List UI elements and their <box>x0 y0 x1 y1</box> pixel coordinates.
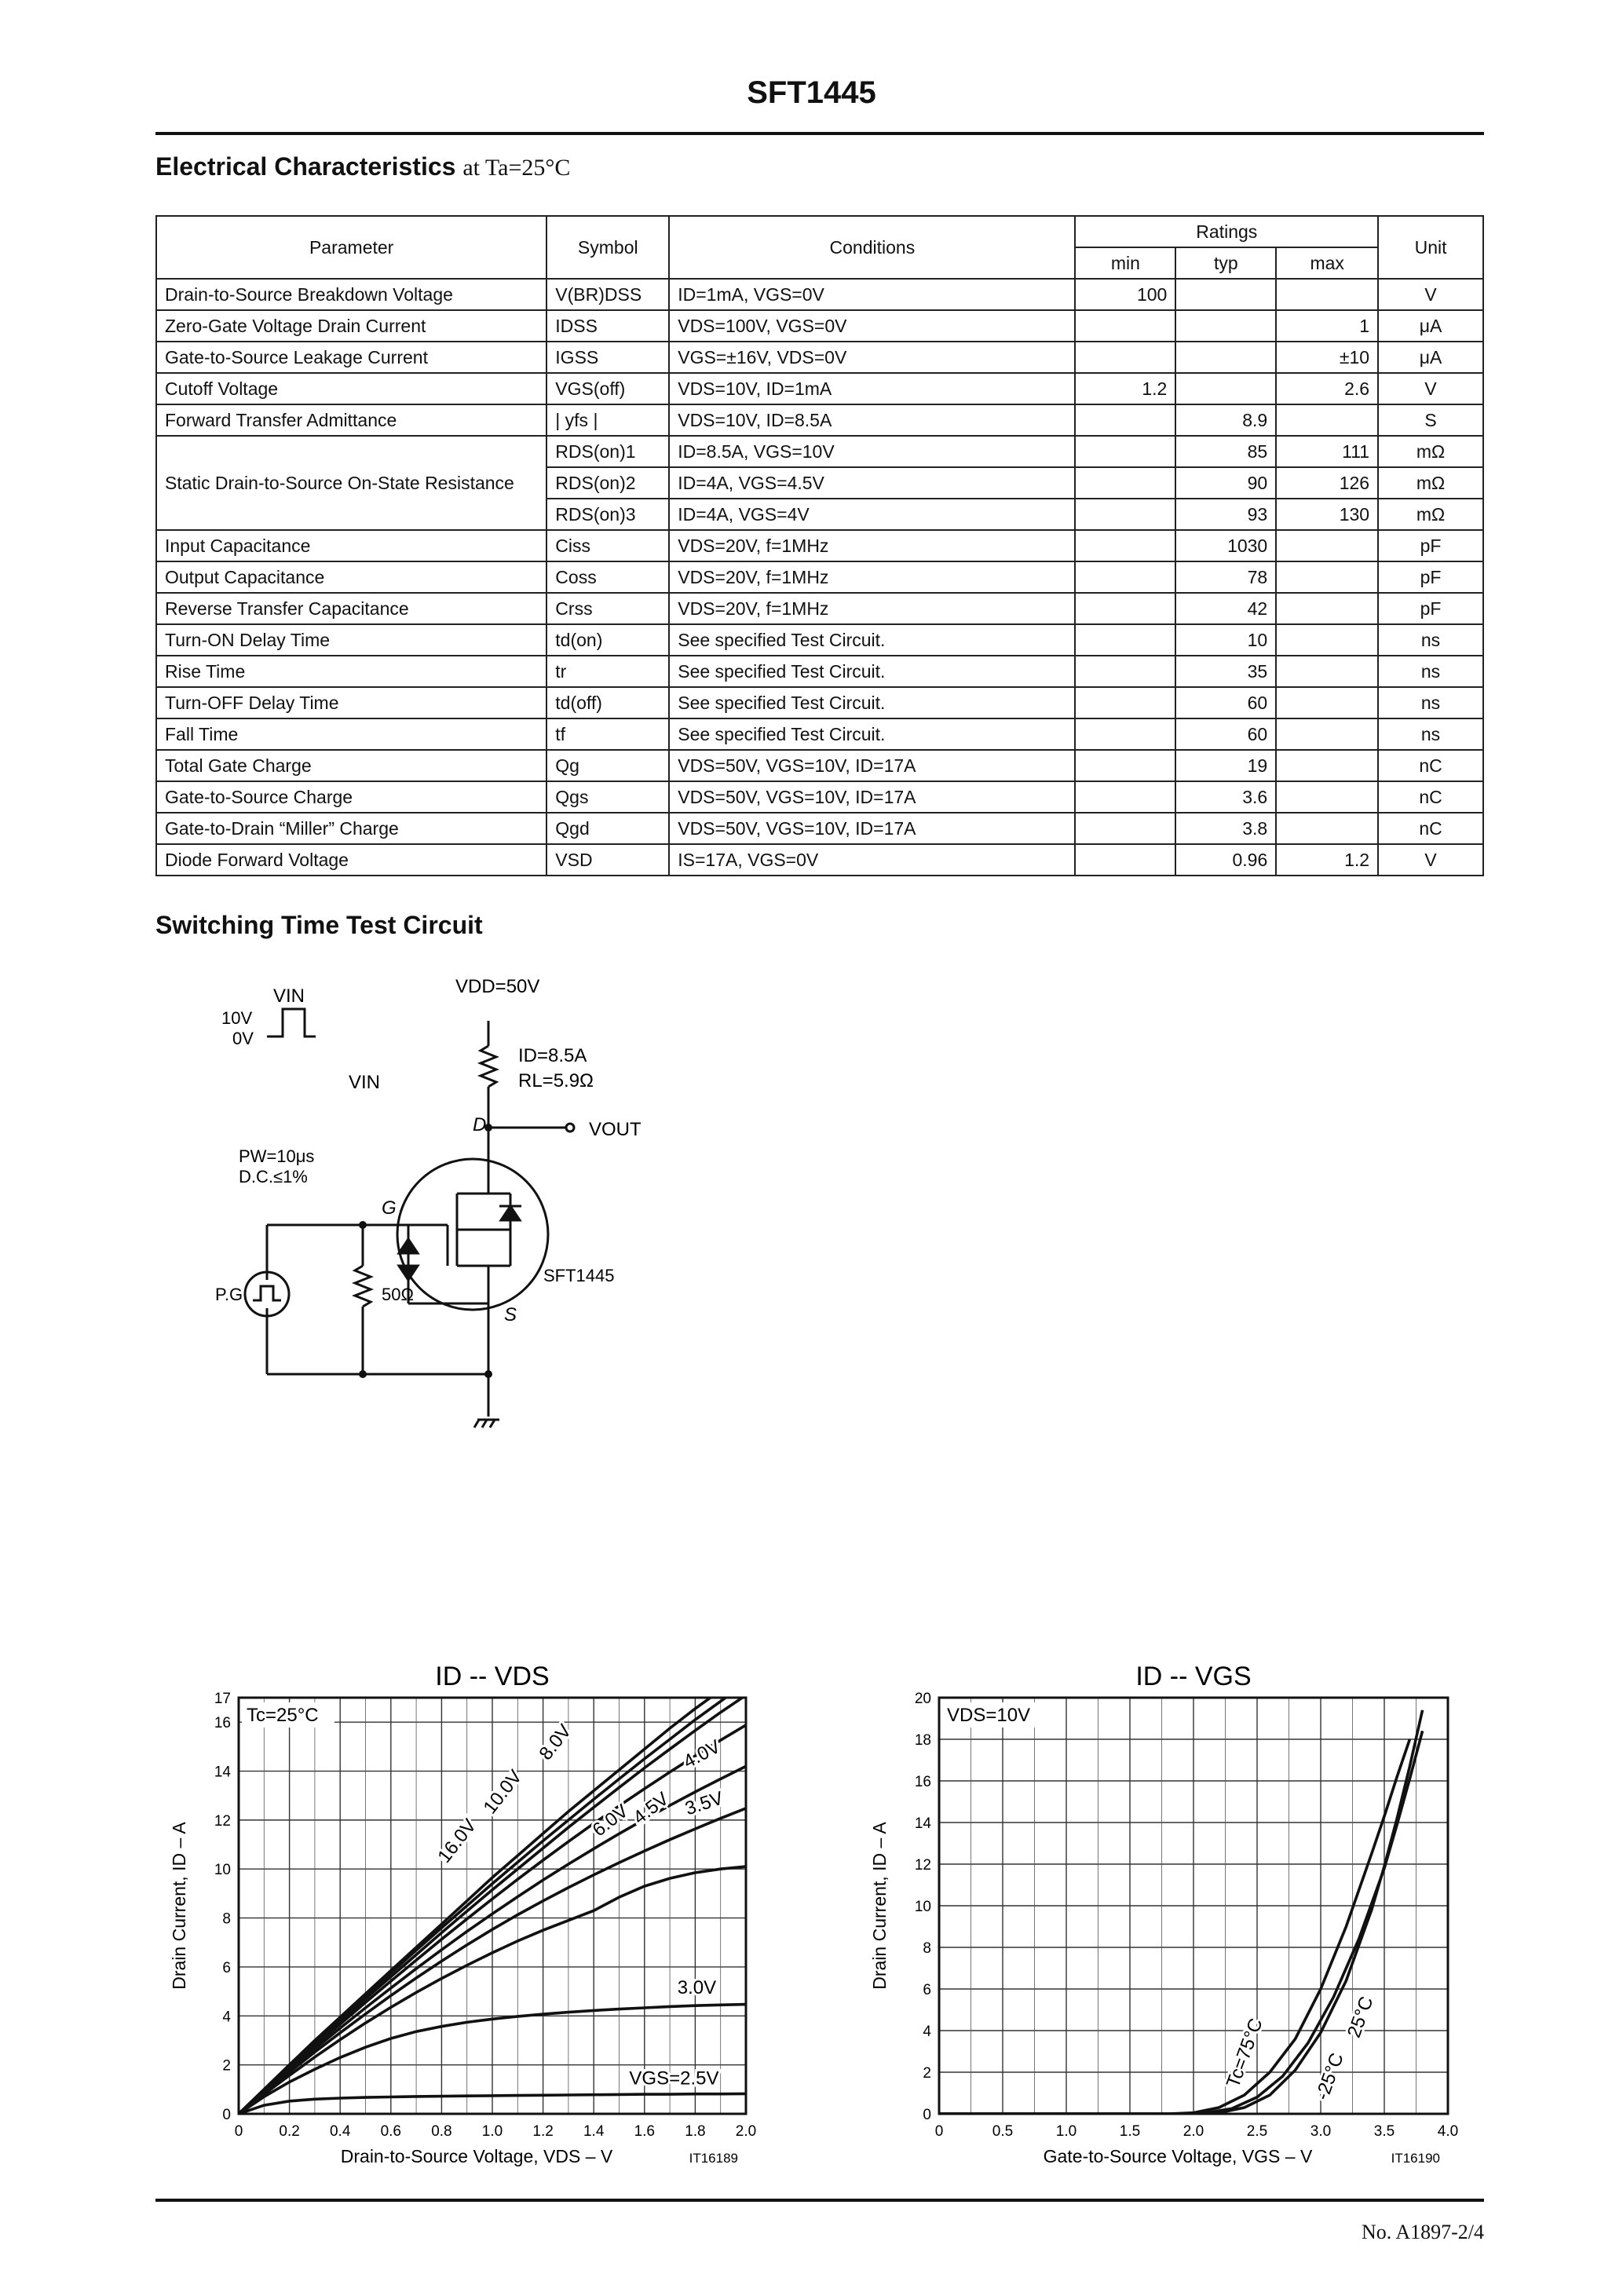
cell-parameter: Gate-to-Drain “Miller” Charge <box>156 813 546 844</box>
y-tick-label: 6 <box>923 1982 931 1998</box>
y-tick-label: 12 <box>914 1857 931 1874</box>
cell-typ: 60 <box>1175 718 1276 750</box>
table-row <box>156 279 1483 310</box>
cell-typ: 0.96 <box>1175 844 1276 876</box>
table-row <box>156 342 1483 373</box>
cell-parameter: Gate-to-Source Leakage Current <box>156 342 546 373</box>
cell-max <box>1276 656 1378 687</box>
cell-parameter: Gate-to-Source Charge <box>156 781 546 813</box>
cell-symbol: td(off) <box>546 687 669 718</box>
footer-rule <box>155 2199 1484 2202</box>
cell-max <box>1276 750 1378 781</box>
cell-unit: mΩ <box>1378 499 1483 530</box>
cell-min <box>1075 467 1175 499</box>
col-conditions: Conditions <box>669 216 1075 279</box>
cell-min <box>1075 530 1175 561</box>
cell-min <box>1075 624 1175 656</box>
id-vgs-chart <box>856 1657 1484 2175</box>
cell-symbol: Qgs <box>546 781 669 813</box>
cell-parameter: Forward Transfer Admittance <box>156 404 546 436</box>
table-row <box>156 813 1483 844</box>
table-row <box>156 750 1483 781</box>
cell-unit: V <box>1378 373 1483 404</box>
x-tick-label: 1.8 <box>685 2123 706 2140</box>
cell-unit: nC <box>1378 781 1483 813</box>
cell-symbol: Coss <box>546 561 669 593</box>
cell-unit: pF <box>1378 593 1483 624</box>
x-tick-label: 0.4 <box>329 2123 351 2140</box>
cell-conditions: See specified Test Circuit. <box>669 687 1075 718</box>
cell-typ: 85 <box>1175 436 1276 467</box>
cell-max: 2.6 <box>1276 373 1378 404</box>
cell-max <box>1276 781 1378 813</box>
id-label: ID=8.5A <box>518 1045 587 1066</box>
cell-symbol: Crss <box>546 593 669 624</box>
cell-min <box>1075 310 1175 342</box>
table-row <box>156 718 1483 750</box>
cell-conditions: ID=4A, VGS=4V <box>669 499 1075 530</box>
cell-symbol: IGSS <box>546 342 669 373</box>
cell-conditions: See specified Test Circuit. <box>669 718 1075 750</box>
cell-parameter: Output Capacitance <box>156 561 546 593</box>
cell-typ: 35 <box>1175 656 1276 687</box>
x-tick-label: 0 <box>234 2123 243 2140</box>
cell-conditions: IS=17A, VGS=0V <box>669 844 1075 876</box>
x-tick-label: 0.8 <box>431 2123 452 2140</box>
vdd-label: VDD=50V <box>455 976 540 997</box>
r50-resistor <box>355 1266 371 1307</box>
cell-min <box>1075 404 1175 436</box>
series-label-1: 25°C <box>1343 1994 1378 2041</box>
cell-symbol: Qgd <box>546 813 669 844</box>
rail-node <box>359 1370 367 1378</box>
chart-title: ID -- VDS <box>435 1662 550 1691</box>
cell-unit: nC <box>1378 813 1483 844</box>
cell-parameter: Rise Time <box>156 656 546 687</box>
y-tick-label: 2 <box>923 2065 931 2082</box>
cell-typ <box>1175 342 1276 373</box>
cell-conditions: See specified Test Circuit. <box>669 656 1075 687</box>
x-tick-label: 1.0 <box>1055 2123 1077 2140</box>
cell-conditions: VDS=50V, VGS=10V, ID=17A <box>669 813 1075 844</box>
electrical-characteristics-table <box>155 215 1484 876</box>
figure-code: IT16190 <box>1391 2151 1440 2166</box>
cell-unit: S <box>1378 404 1483 436</box>
y-tick-label: 14 <box>214 1764 231 1781</box>
y-axis-label: Drain Current, ID – A <box>169 1822 189 1990</box>
cell-unit: nC <box>1378 750 1483 781</box>
x-tick-label: 0 <box>934 2123 944 2140</box>
cell-max <box>1276 530 1378 561</box>
cell-max: ±10 <box>1276 342 1378 373</box>
input-pulse-icon <box>267 1009 316 1036</box>
gate-node <box>359 1221 367 1229</box>
cell-min: 1.2 <box>1075 373 1175 404</box>
cell-min <box>1075 844 1175 876</box>
document-number: No. A1897-2/4 <box>1362 2221 1484 2243</box>
y-tick-label: 0 <box>923 2107 931 2123</box>
x-tick-label: 1.0 <box>481 2123 503 2140</box>
table-row <box>156 310 1483 342</box>
cell-symbol: VGS(off) <box>546 373 669 404</box>
y-tick-label: 16 <box>214 1715 231 1732</box>
x-tick-label: 1.5 <box>1119 2123 1141 2140</box>
cell-typ: 10 <box>1175 624 1276 656</box>
cell-unit: ns <box>1378 656 1483 687</box>
col-parameter: Parameter <box>156 216 546 279</box>
load-resistor <box>481 1046 496 1087</box>
cell-parameter: Turn-ON Delay Time <box>156 624 546 656</box>
cell-min <box>1075 781 1175 813</box>
cell-typ: 3.8 <box>1175 813 1276 844</box>
cell-typ: 3.6 <box>1175 781 1276 813</box>
series-label-5: 4.0V <box>679 1735 725 1773</box>
source-node <box>484 1370 492 1378</box>
cell-parameter: Static Drain-to-Source On-State Resistance <box>156 436 546 530</box>
cell-symbol: RDS(on)2 <box>546 467 669 499</box>
y-tick-label: 4 <box>222 2009 231 2026</box>
cell-parameter: Fall Time <box>156 718 546 750</box>
cell-symbol: tf <box>546 718 669 750</box>
cell-max: 1 <box>1276 310 1378 342</box>
figure-code: IT16189 <box>689 2151 738 2166</box>
table-row <box>156 593 1483 624</box>
y-tick-label: 20 <box>914 1691 931 1707</box>
cell-max <box>1276 687 1378 718</box>
cell-symbol: | yfs | <box>546 404 669 436</box>
cell-min <box>1075 718 1175 750</box>
switching-test-circuit <box>181 958 652 1461</box>
cell-max: 126 <box>1276 467 1378 499</box>
gate-label: G <box>382 1197 397 1219</box>
table-row <box>156 844 1483 876</box>
cell-min <box>1075 750 1175 781</box>
y-tick-label: 8 <box>923 1940 931 1957</box>
y-tick-label: 6 <box>222 1959 231 1976</box>
col-unit: Unit <box>1378 216 1483 279</box>
x-tick-label: 3.0 <box>1310 2123 1332 2140</box>
chart-title: ID -- VGS <box>1135 1662 1252 1691</box>
cell-unit: V <box>1378 279 1483 310</box>
series-label-8: VGS=2.5V <box>629 2067 719 2089</box>
cell-typ <box>1175 279 1276 310</box>
cell-conditions: VDS=20V, f=1MHz <box>669 561 1075 593</box>
cell-unit: μA <box>1378 342 1483 373</box>
cell-typ: 19 <box>1175 750 1276 781</box>
cell-conditions: VGS=±16V, VDS=0V <box>669 342 1075 373</box>
table-row <box>156 781 1483 813</box>
series-label-3: 6.0V <box>588 1800 633 1841</box>
table-row <box>156 373 1483 404</box>
cell-symbol: Ciss <box>546 530 669 561</box>
y-tick-label: 16 <box>914 1774 931 1790</box>
cell-symbol: IDSS <box>546 310 669 342</box>
table-row <box>156 404 1483 436</box>
table-row <box>156 436 1483 467</box>
cell-parameter: Drain-to-Source Breakdown Voltage <box>156 279 546 310</box>
cell-conditions: VDS=20V, f=1MHz <box>669 530 1075 561</box>
cell-parameter: Cutoff Voltage <box>156 373 546 404</box>
cell-symbol: VSD <box>546 844 669 876</box>
vin-gate-label: VIN <box>349 1072 381 1093</box>
series-label-2: -25°C <box>1311 2050 1348 2104</box>
cell-unit: ns <box>1378 687 1483 718</box>
cell-unit: pF <box>1378 561 1483 593</box>
cell-min <box>1075 342 1175 373</box>
cell-max <box>1276 624 1378 656</box>
cell-symbol: td(on) <box>546 624 669 656</box>
series-label-7: 3.0V <box>677 1977 717 1999</box>
series-label-2: 8.0V <box>535 1720 576 1764</box>
y-tick-label: 0 <box>222 2107 231 2123</box>
cell-conditions: VDS=50V, VGS=10V, ID=17A <box>669 750 1075 781</box>
x-tick-label: 0.5 <box>992 2123 1014 2140</box>
cell-max <box>1276 561 1378 593</box>
cell-conditions: VDS=10V, ID=1mA <box>669 373 1075 404</box>
cell-max <box>1276 404 1378 436</box>
x-axis-label: Drain-to-Source Voltage, VDS – V <box>340 2146 613 2166</box>
series-label-6: 3.5V <box>682 1787 726 1820</box>
series-label-0: 16.0V <box>433 1815 481 1867</box>
cell-typ <box>1175 373 1276 404</box>
cell-typ: 8.9 <box>1175 404 1276 436</box>
cell-conditions: VDS=20V, f=1MHz <box>669 593 1075 624</box>
level-high-label: 10V <box>221 1008 253 1028</box>
cell-max <box>1276 279 1378 310</box>
cell-parameter: Reverse Transfer Capacitance <box>156 593 546 624</box>
x-tick-label: 2.0 <box>735 2123 757 2140</box>
series-label-4: 4.5V <box>629 1788 673 1829</box>
level-low-label: 0V <box>232 1029 254 1048</box>
y-tick-label: 4 <box>923 2024 931 2040</box>
cell-typ: 42 <box>1175 593 1276 624</box>
x-tick-label: 1.4 <box>583 2123 605 2140</box>
dc-label: D.C.≤1% <box>239 1167 308 1186</box>
table-row <box>156 687 1483 718</box>
col-min: min <box>1075 247 1175 279</box>
col-ratings: Ratings <box>1075 216 1378 247</box>
part-number: SFT1445 <box>747 75 876 110</box>
cell-unit: ns <box>1378 718 1483 750</box>
cell-parameter: Zero-Gate Voltage Drain Current <box>156 310 546 342</box>
cell-min <box>1075 436 1175 467</box>
cell-unit: mΩ <box>1378 436 1483 467</box>
table-row <box>156 624 1483 656</box>
y-tick-label: 8 <box>222 1910 231 1928</box>
cell-conditions: ID=8.5A, VGS=10V <box>669 436 1075 467</box>
cell-min <box>1075 656 1175 687</box>
cell-typ: 90 <box>1175 467 1276 499</box>
cell-min: 100 <box>1075 279 1175 310</box>
cell-typ <box>1175 310 1276 342</box>
col-symbol: Symbol <box>546 216 669 279</box>
header-rule <box>155 132 1484 135</box>
cell-symbol: tr <box>546 656 669 687</box>
y-tick-label: 17 <box>214 1691 231 1707</box>
cell-typ: 78 <box>1175 561 1276 593</box>
cell-symbol: RDS(on)1 <box>546 436 669 467</box>
cell-typ: 1030 <box>1175 530 1276 561</box>
cell-conditions: VDS=100V, VGS=0V <box>669 310 1075 342</box>
x-tick-label: 2.5 <box>1246 2123 1268 2140</box>
col-typ: typ <box>1175 247 1276 279</box>
condition-label: VDS=10V <box>947 1705 1031 1726</box>
y-tick-label: 10 <box>914 1899 931 1915</box>
cell-parameter: Total Gate Charge <box>156 750 546 781</box>
cell-max <box>1276 593 1378 624</box>
x-axis-label: Gate-to-Source Voltage, VGS – V <box>1043 2146 1313 2166</box>
x-tick-label: 1.6 <box>634 2123 656 2140</box>
x-tick-label: 2.0 <box>1183 2123 1204 2140</box>
section-condition: at Ta=25°C <box>462 155 571 181</box>
series-label-1: 10.0V <box>479 1766 527 1819</box>
section-title: Electrical Characteristics <box>155 152 456 181</box>
cell-symbol: Qg <box>546 750 669 781</box>
cell-min <box>1075 593 1175 624</box>
corner-mark <box>47 19 49 26</box>
table-row <box>156 656 1483 687</box>
device-label: SFT1445 <box>543 1266 615 1285</box>
cell-parameter: Input Capacitance <box>156 530 546 561</box>
cell-conditions: VDS=10V, ID=8.5A <box>669 404 1075 436</box>
pg-label: P.G <box>215 1285 243 1304</box>
table-row <box>156 561 1483 593</box>
cell-conditions: ID=1mA, VGS=0V <box>669 279 1075 310</box>
cell-min <box>1075 561 1175 593</box>
cell-min <box>1075 813 1175 844</box>
vout-label: VOUT <box>589 1119 642 1140</box>
cell-unit: ns <box>1378 624 1483 656</box>
cell-parameter: Turn-OFF Delay Time <box>156 687 546 718</box>
cell-max: 111 <box>1276 436 1378 467</box>
cell-min <box>1075 687 1175 718</box>
electrical-characteristics-title <box>155 152 570 181</box>
y-tick-label: 12 <box>214 1812 231 1830</box>
cell-symbol: V(BR)DSS <box>546 279 669 310</box>
drain-label: D <box>473 1114 487 1135</box>
cell-conditions: ID=4A, VGS=4.5V <box>669 467 1075 499</box>
cell-unit: V <box>1378 844 1483 876</box>
cell-max: 130 <box>1276 499 1378 530</box>
y-tick-label: 2 <box>222 2057 231 2075</box>
cell-typ: 93 <box>1175 499 1276 530</box>
cell-conditions: VDS=50V, VGS=10V, ID=17A <box>669 781 1075 813</box>
cell-unit: μA <box>1378 310 1483 342</box>
x-tick-label: 0.6 <box>380 2123 402 2140</box>
condition-label: Tc=25°C <box>247 1705 319 1726</box>
cell-conditions: See specified Test Circuit. <box>669 624 1075 656</box>
x-tick-label: 3.5 <box>1373 2123 1395 2140</box>
x-tick-label: 1.2 <box>532 2123 554 2140</box>
pw-label: PW=10μs <box>239 1146 315 1166</box>
cell-typ: 60 <box>1175 687 1276 718</box>
cell-symbol: RDS(on)3 <box>546 499 669 530</box>
rl-label: RL=5.9Ω <box>518 1070 594 1091</box>
circuit-title: Switching Time Test Circuit <box>155 911 483 939</box>
mosfet-symbol <box>397 1159 548 1310</box>
y-tick-label: 14 <box>914 1815 931 1832</box>
cell-max <box>1276 813 1378 844</box>
y-axis-label: Drain Current, ID – A <box>869 1822 890 1990</box>
col-max: max <box>1276 247 1378 279</box>
vout-terminal <box>566 1124 574 1132</box>
source-label: S <box>504 1304 517 1325</box>
vin-top-label: VIN <box>273 985 305 1007</box>
cell-max <box>1276 718 1378 750</box>
cell-unit: mΩ <box>1378 467 1483 499</box>
series-label-0: Tc=75°C <box>1222 2015 1267 2091</box>
cell-unit: pF <box>1378 530 1483 561</box>
cell-parameter: Diode Forward Voltage <box>156 844 546 876</box>
r50-label: 50Ω <box>382 1285 414 1304</box>
id-vds-chart <box>155 1657 776 2175</box>
y-tick-label: 18 <box>914 1732 931 1749</box>
cell-max: 1.2 <box>1276 844 1378 876</box>
y-tick-label: 10 <box>214 1862 231 1879</box>
cell-min <box>1075 499 1175 530</box>
x-tick-label: 4.0 <box>1437 2123 1459 2140</box>
table-row <box>156 530 1483 561</box>
x-tick-label: 0.2 <box>279 2123 300 2140</box>
series-line-1 <box>939 1731 1423 2114</box>
